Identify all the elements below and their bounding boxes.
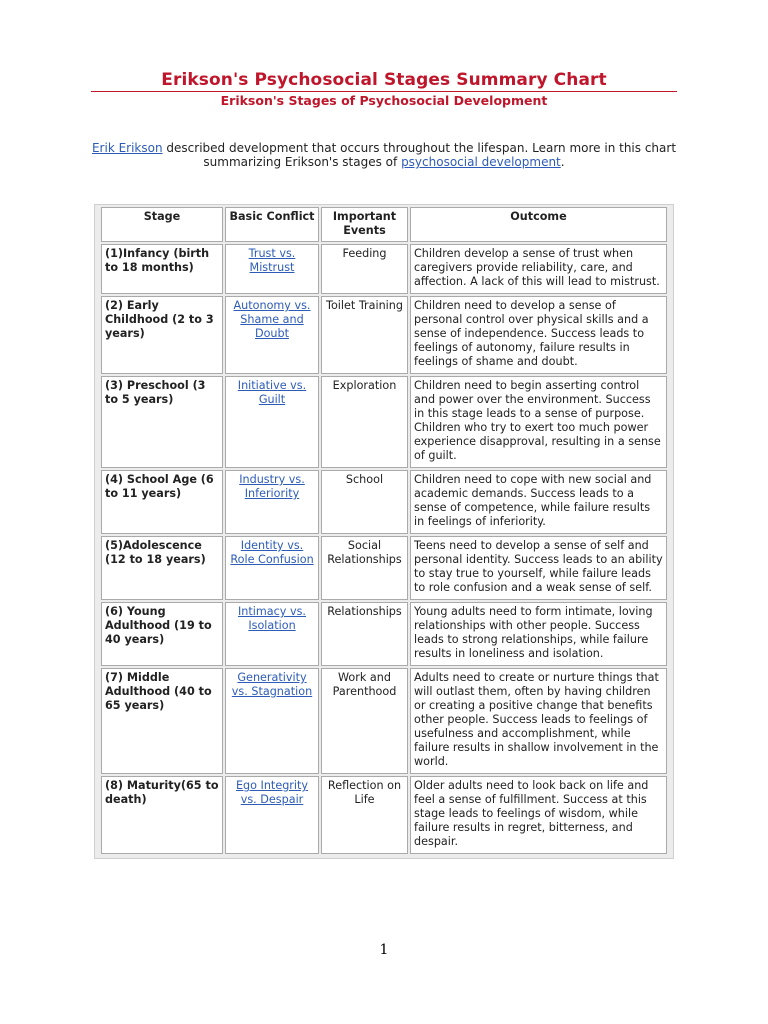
conflict-link[interactable]: Initiative vs. Guilt [237,379,307,406]
conflict-cell [225,296,319,374]
stage-cell: (3) Preschool (3 to 5 years) [101,376,223,468]
stages-table-frame [94,204,674,859]
table-row [101,536,667,600]
intro-text-1: described development that occurs throughout the lifespan. Learn more in this chart summarizing Erikson's stages of [162,141,677,169]
outcome-cell: Children develop a sense of trust when caregivers provide reliability, care, and affection. A lack of this will lead to mistrust. [410,244,667,294]
stage-cell: (8) Maturity(65 to death) [101,776,223,854]
table-row [101,376,667,468]
conflict-link[interactable]: Intimacy vs. Isolation [238,605,306,632]
intro-paragraph [90,141,678,169]
page-subtitle: Erikson's Stages of Psychosocial Development [220,93,548,108]
conflict-link[interactable]: Ego Integrity vs. Despair [235,779,309,806]
stage-cell: (1)Infancy (birth to 18 months) [101,244,223,294]
outcome-cell: Children need to begin asserting control and power over the environment. Success in this stage leads to a sense of purpose. Children who try to exert too much power experience disapproval, resulting in a sense of guilt. [410,376,667,468]
table-row [101,296,667,374]
conflict-link[interactable]: Industry vs. Inferiority [239,473,305,500]
stage-cell: (6) Young Adulthood (19 to 40 years) [101,602,223,666]
table-header-row [101,207,667,242]
conflict-cell [225,536,319,600]
events-cell: School [321,470,408,534]
conflict-cell [225,376,319,468]
stage-cell: (7) Middle Adulthood (40 to 65 years) [101,668,223,774]
outcome-cell: Children need to cope with new social and academic demands. Success leads to a sense of competence, while failure results in feelings of inferiority. [410,470,667,534]
events-cell: Exploration [321,376,408,468]
erik-erikson-link[interactable]: Erik Erikson [91,141,163,155]
page-number: 1 [379,942,389,958]
events-cell: Toilet Training [321,296,408,374]
conflict-cell [225,244,319,294]
psychosocial-development-link[interactable]: psychosocial development [401,155,561,169]
conflict-cell [225,602,319,666]
events-cell: Feeding [321,244,408,294]
stage-cell: (4) School Age (6 to 11 years) [101,470,223,534]
table-row [101,602,667,666]
conflict-cell [225,668,319,774]
table-row [101,470,667,534]
header-basic-conflict: Basic Conflict [225,207,319,242]
table-row [101,668,667,774]
page-title: Erikson's Psychosocial Stages Summary Chart [161,70,607,90]
outcome-cell: Teens need to develop a sense of self and personal identity. Success leads to an ability to stay true to yourself, while failure leads to role confusion and a weak sense of self. [410,536,667,600]
outcome-cell: Older adults need to look back on life and feel a sense of fulfillment. Success at this stage leads to feelings of wisdom, while failure results in regret, bitterness, and despair. [410,776,667,854]
conflict-link[interactable]: Generativity vs. Stagnation [231,671,313,698]
table-row [101,244,667,294]
conflict-cell [225,776,319,854]
outcome-cell: Young adults need to form intimate, loving relationships with other people. Success leads to strong relationships, while failure results in loneliness and isolation. [410,602,667,666]
header-important-events: Important Events [321,207,408,242]
events-cell: Relationships [321,602,408,666]
header-stage: Stage [101,207,223,242]
header-outcome: Outcome [410,207,667,242]
table-body [101,244,667,854]
intro-text-2: . [560,155,565,169]
conflict-link[interactable]: Trust vs. Mistrust [248,247,296,274]
stage-cell: (2) Early Childhood (2 to 3 years) [101,296,223,374]
stage-cell: (5)Adolescence (12 to 18 years) [101,536,223,600]
stages-table [99,205,669,856]
outcome-cell: Adults need to create or nurture things that will outlast them, often by having children or creating a positive change that benefits other people. Success leads to feelings of usefulness and accomplishment, while failure results in shallow involvement in the world. [410,668,667,774]
events-cell: Social Relationships [321,536,408,600]
outcome-cell: Children need to develop a sense of personal control over physical skills and a sense of independence. Success leads to feelings of autonomy, failure results in feelings of shame and doubt. [410,296,667,374]
title-divider [91,91,677,92]
events-cell: Reflection on Life [321,776,408,854]
conflict-link[interactable]: Identity vs. Role Confusion [230,539,314,566]
conflict-link[interactable]: Autonomy vs. Shame and Doubt [233,299,311,340]
events-cell: Work and Parenthood [321,668,408,774]
conflict-cell [225,470,319,534]
table-row [101,776,667,854]
